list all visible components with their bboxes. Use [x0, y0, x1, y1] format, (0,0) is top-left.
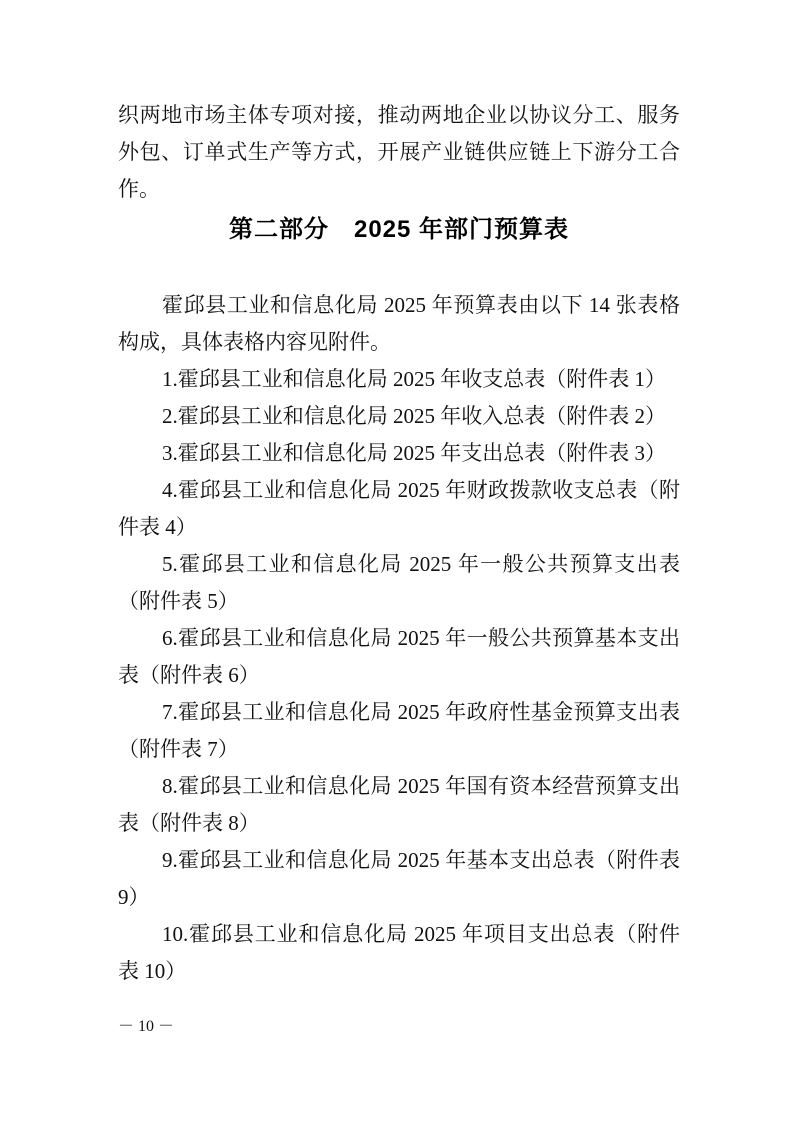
table-list-item-8: 8.霍邱县工业和信息化局 2025 年国有资本经营预算支出表（附件表 8）: [118, 774, 680, 835]
section-heading: 第二部分 2025 年部门预算表: [228, 216, 570, 243]
tables-intro-paragraph: 霍邱县工业和信息化局 2025 年预算表由以下 14 张表格构成，具体表格内容见附件。: [118, 293, 680, 354]
table-list-item-6: 6.霍邱县工业和信息化局 2025 年一般公共预算基本支出表（附件表 6）: [118, 626, 680, 687]
table-list-item-2: 2.霍邱县工业和信息化局 2025 年收入总表（附件表 2）: [162, 404, 666, 428]
paragraph-continuation: 织两地市场主体专项对接，推动两地企业以协议分工、服务外包、订单式生产等方式，开展产业链供应链上下游分工合作。: [118, 103, 680, 201]
page-number: － 10 －: [118, 1018, 175, 1035]
table-list-item-9: 9.霍邱县工业和信息化局 2025 年基本支出总表（附件表 9）: [118, 848, 680, 909]
table-list-item-5: 5.霍邱县工业和信息化局 2025 年一般公共预算支出表（附件表 5）: [118, 552, 680, 613]
document-content: [118, 97, 680, 990]
table-list-item-10: 10.霍邱县工业和信息化局 2025 年项目支出总表（附件表 10）: [118, 922, 680, 983]
table-list-item-7: 7.霍邱县工业和信息化局 2025 年政府性基金预算支出表（附件表 7）: [118, 700, 680, 761]
table-list-item-1: 1.霍邱县工业和信息化局 2025 年收支总表（附件表 1）: [162, 367, 666, 391]
table-list-item-3: 3.霍邱县工业和信息化局 2025 年支出总表（附件表 3）: [162, 441, 666, 465]
table-list-item-4: 4.霍邱县工业和信息化局 2025 年财政拨款收支总表（附件表 4）: [118, 478, 680, 539]
